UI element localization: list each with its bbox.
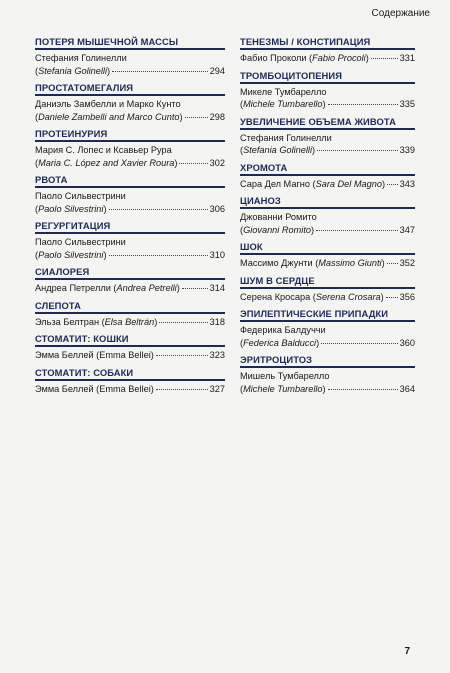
toc-author-latin: Massimo Giunti bbox=[318, 258, 382, 268]
toc-author-page-line bbox=[35, 65, 225, 78]
toc-dot-leader bbox=[156, 355, 208, 356]
toc-page-number: 364 bbox=[399, 383, 415, 394]
paren-close: ) bbox=[310, 224, 315, 235]
toc-page-number: 356 bbox=[399, 291, 415, 302]
toc-dot-leader bbox=[387, 263, 398, 264]
toc-dot-leader bbox=[185, 117, 208, 118]
toc-author-prefix: Эмма Беллей (Emma Bellei) bbox=[35, 350, 154, 360]
paren-open: ( bbox=[240, 145, 244, 155]
toc-author-prefix: Эльза Белтран ( bbox=[35, 316, 105, 327]
toc-author-latin: Federica Balducci bbox=[243, 337, 317, 348]
toc-author-line: Мишель Тумбарелло bbox=[240, 371, 330, 381]
paren-close: ) bbox=[312, 145, 316, 155]
toc-author-page-line bbox=[240, 383, 415, 396]
toc-page-number: 306 bbox=[209, 203, 225, 214]
toc-author-latin: Stefania Golinelli bbox=[243, 145, 313, 155]
toc-author-text bbox=[35, 282, 180, 295]
paren-open: ( bbox=[240, 337, 244, 348]
toc-page-number: 347 bbox=[399, 224, 415, 235]
toc-author-suffix: ) bbox=[381, 258, 385, 268]
paren-close: ) bbox=[103, 249, 107, 260]
toc-dot-leader bbox=[112, 71, 208, 72]
toc-author-page-line bbox=[240, 291, 415, 304]
toc-entry bbox=[35, 82, 225, 123]
toc-author-prefix: Андреа Петрелли ( bbox=[35, 283, 117, 293]
toc-author-text bbox=[240, 291, 384, 304]
toc-author-latin: Andrea Petrelli bbox=[116, 283, 177, 293]
paren-open: ( bbox=[35, 111, 39, 122]
paren-open: ( bbox=[35, 157, 39, 168]
toc-entry-heading: ТЕНЕЗМЫ / КОНСТИПАЦИЯ bbox=[240, 36, 415, 50]
toc-entry bbox=[240, 116, 415, 157]
toc-author-line: Паоло Сильвестрини bbox=[35, 191, 126, 201]
toc-entry-heading: СИАЛОРЕЯ bbox=[35, 266, 225, 280]
toc-author-text bbox=[35, 249, 107, 262]
toc-entry bbox=[35, 367, 225, 396]
toc-author-prefix: Массимо Джунти ( bbox=[240, 258, 319, 268]
paren-open: ( bbox=[240, 99, 244, 109]
toc-author-text bbox=[35, 316, 157, 329]
toc-entry-heading: СТОМАТИТ: СОБАКИ bbox=[35, 367, 225, 381]
toc-author-text bbox=[35, 383, 154, 396]
toc-author-suffix: ) bbox=[365, 53, 369, 63]
toc-author-text bbox=[240, 257, 385, 270]
toc-dot-leader bbox=[386, 297, 398, 298]
toc-entry bbox=[240, 162, 415, 191]
toc-author-latin: Sara Del Magno bbox=[315, 178, 382, 189]
toc-author-latin: Serena Crosara bbox=[315, 291, 381, 302]
toc-page-number: 302 bbox=[209, 157, 225, 168]
toc-entry bbox=[35, 266, 225, 295]
toc-page-number: 360 bbox=[399, 337, 415, 348]
toc-page-number: 331 bbox=[399, 53, 415, 63]
toc-author-prefix: Серена Кросара ( bbox=[240, 291, 316, 302]
toc-author-suffix: ) bbox=[381, 178, 386, 189]
toc-entry-heading: ПОТЕРЯ МЫШЕЧНОЙ МАССЫ bbox=[35, 36, 225, 50]
toc-entry-heading: ХРОМОТА bbox=[240, 162, 415, 176]
toc-author-page-line bbox=[240, 98, 415, 111]
toc-entry-heading: ШОК bbox=[240, 241, 415, 255]
toc-author-latin: Fabio Procoli bbox=[312, 53, 366, 63]
toc-author-latin: Maria C. López and Xavier Roura bbox=[38, 157, 175, 168]
page-header: Содержание bbox=[371, 8, 430, 19]
toc-dot-leader bbox=[328, 104, 398, 105]
toc-page-number: 318 bbox=[209, 316, 225, 327]
toc-entry bbox=[35, 300, 225, 329]
toc-page-number: 352 bbox=[399, 258, 415, 268]
toc-author-prefix: Сара Дел Магно ( bbox=[240, 178, 316, 189]
toc-author-latin: Paolo Silvestrini bbox=[38, 203, 104, 214]
toc-author-suffix: ) bbox=[380, 291, 384, 302]
toc-entry-heading: ЦИАНОЗ bbox=[240, 195, 415, 209]
toc-author-prefix: Эмма Беллей (Emma Bellei) bbox=[35, 383, 154, 394]
toc-author-line: Микеле Тумбарелло bbox=[240, 86, 327, 97]
paren-open: ( bbox=[240, 224, 244, 235]
toc-author-text bbox=[35, 65, 110, 78]
toc-entry bbox=[35, 128, 225, 169]
toc-entry-heading: СТОМАТИТ: КОШКИ bbox=[35, 333, 225, 347]
paren-close: ) bbox=[322, 99, 326, 109]
toc-author-page-line bbox=[35, 249, 225, 262]
paren-close: ) bbox=[179, 111, 183, 122]
toc-dot-leader bbox=[109, 255, 208, 256]
toc-entry-heading: РВОТА bbox=[35, 174, 225, 188]
paren-open: ( bbox=[35, 65, 39, 76]
toc-author-page-line bbox=[240, 337, 415, 350]
paren-open: ( bbox=[35, 203, 39, 214]
toc-author-line: Стефания Голинелли bbox=[240, 132, 332, 143]
paren-close: ) bbox=[322, 383, 326, 394]
paren-close: ) bbox=[107, 65, 111, 76]
paren-close: ) bbox=[103, 203, 107, 214]
toc-author-latin: Daniele Zambelli and Marco Cunto bbox=[38, 111, 180, 122]
toc-entry bbox=[240, 195, 415, 236]
toc-page-number: 298 bbox=[209, 111, 225, 122]
toc-dot-leader bbox=[182, 288, 208, 289]
toc-entry bbox=[240, 275, 415, 304]
toc-author-page-line bbox=[35, 111, 225, 124]
toc-author-text bbox=[240, 224, 314, 237]
toc-page-number: 327 bbox=[209, 383, 225, 394]
toc-page-number: 335 bbox=[399, 99, 415, 109]
toc-author-text bbox=[240, 337, 319, 350]
toc-page-number: 314 bbox=[209, 283, 225, 293]
toc-page-number: 294 bbox=[209, 65, 225, 76]
toc-entry-heading: РЕГУРГИТАЦИЯ bbox=[35, 220, 225, 234]
toc-author-page-line bbox=[35, 282, 225, 295]
toc-author-page-line bbox=[240, 178, 415, 191]
toc-entry-heading: ШУМ В СЕРДЦЕ bbox=[240, 275, 415, 289]
paren-close: ) bbox=[316, 337, 320, 348]
paren-open: ( bbox=[240, 383, 244, 394]
toc-entry-heading: ТРОМБОЦИТОПЕНИЯ bbox=[240, 70, 415, 84]
toc-entry bbox=[240, 36, 415, 65]
toc-entry bbox=[240, 308, 415, 349]
toc-author-text bbox=[240, 144, 315, 157]
toc-author-latin: Elsa Beltrán bbox=[104, 316, 155, 327]
toc-author-text bbox=[240, 98, 326, 111]
toc-author-text bbox=[35, 203, 107, 216]
toc-entry bbox=[35, 174, 225, 215]
toc-entry-heading: ПРОСТАТОМЕГАЛИЯ bbox=[35, 82, 225, 96]
toc-entry bbox=[35, 36, 225, 77]
toc-author-page-line bbox=[35, 203, 225, 216]
toc-entry-heading: СЛЕПОТА bbox=[35, 300, 225, 314]
toc-dot-leader bbox=[109, 209, 208, 210]
toc-author-page-line bbox=[240, 224, 415, 237]
toc-dot-leader bbox=[321, 343, 398, 344]
toc-author-line: Федерика Балдуччи bbox=[240, 325, 326, 335]
toc-author-page-line bbox=[35, 316, 225, 329]
toc-dot-leader bbox=[328, 389, 398, 390]
toc-author-text bbox=[35, 349, 154, 362]
toc-author-text bbox=[240, 383, 326, 396]
toc-author-line: Стефания Голинелли bbox=[35, 53, 127, 63]
paren-close: ) bbox=[174, 157, 178, 168]
toc-entry-heading: УВЕЛИЧЕНИЕ ОБЪЕМА ЖИВОТА bbox=[240, 116, 415, 130]
toc-dot-leader bbox=[159, 322, 207, 323]
toc-author-line: Джованни Ромито bbox=[240, 212, 317, 222]
toc-page-number: 343 bbox=[399, 178, 415, 189]
toc-author-text bbox=[35, 111, 183, 124]
toc-column-left bbox=[35, 36, 225, 400]
toc-entry-heading: ПРОТЕИНУРИЯ bbox=[35, 128, 225, 142]
toc-entry bbox=[240, 354, 415, 395]
toc-page-number: 310 bbox=[209, 249, 225, 260]
toc-author-latin: Stefania Golinelli bbox=[38, 65, 108, 76]
toc-author-text bbox=[240, 178, 385, 191]
toc-author-page-line bbox=[240, 144, 415, 157]
paren-open: ( bbox=[35, 249, 39, 260]
toc-author-latin: Michele Tumbarello bbox=[243, 99, 323, 109]
toc-dot-leader bbox=[156, 389, 208, 390]
toc-author-page-line bbox=[240, 52, 415, 65]
toc-author-prefix: Фабио Проколи ( bbox=[240, 53, 313, 63]
toc-page-number: 339 bbox=[399, 145, 415, 155]
toc-author-latin: Paolo Silvestrini bbox=[38, 249, 104, 260]
toc-author-latin: Michele Tumbarello bbox=[243, 383, 323, 394]
toc-author-suffix: ) bbox=[154, 316, 158, 327]
toc-author-page-line bbox=[35, 157, 225, 170]
toc-dot-leader bbox=[371, 58, 398, 59]
toc-author-line: Паоло Сильвестрини bbox=[35, 237, 126, 247]
toc-entry-heading: ЭРИТРОЦИТОЗ bbox=[240, 354, 415, 368]
toc-entry bbox=[240, 241, 415, 270]
toc-author-page-line bbox=[240, 257, 415, 270]
toc-author-line: Даниэль Замбелли и Марко Кунто bbox=[35, 99, 181, 109]
toc-entry-heading: ЭПИЛЕПТИЧЕСКИЕ ПРИПАДКИ bbox=[240, 308, 415, 322]
page-number: 7 bbox=[404, 646, 410, 657]
toc-page-number: 323 bbox=[209, 350, 225, 360]
toc-author-text bbox=[35, 157, 177, 170]
toc-author-line: Мария С. Лопес и Ксавьер Рура bbox=[35, 145, 172, 155]
toc-author-page-line bbox=[35, 349, 225, 362]
toc-dot-leader bbox=[387, 184, 398, 185]
toc-entry bbox=[240, 70, 415, 111]
toc-dot-leader bbox=[316, 230, 398, 231]
toc-dot-leader bbox=[317, 150, 398, 151]
toc-dot-leader bbox=[179, 163, 207, 164]
toc-entry bbox=[35, 220, 225, 261]
toc-author-suffix: ) bbox=[176, 283, 180, 293]
toc-author-page-line bbox=[35, 383, 225, 396]
toc-column-right bbox=[240, 36, 415, 400]
toc-entry bbox=[35, 333, 225, 362]
toc-author-text bbox=[240, 52, 369, 65]
toc-author-latin: Giovanni Romito bbox=[243, 224, 311, 235]
